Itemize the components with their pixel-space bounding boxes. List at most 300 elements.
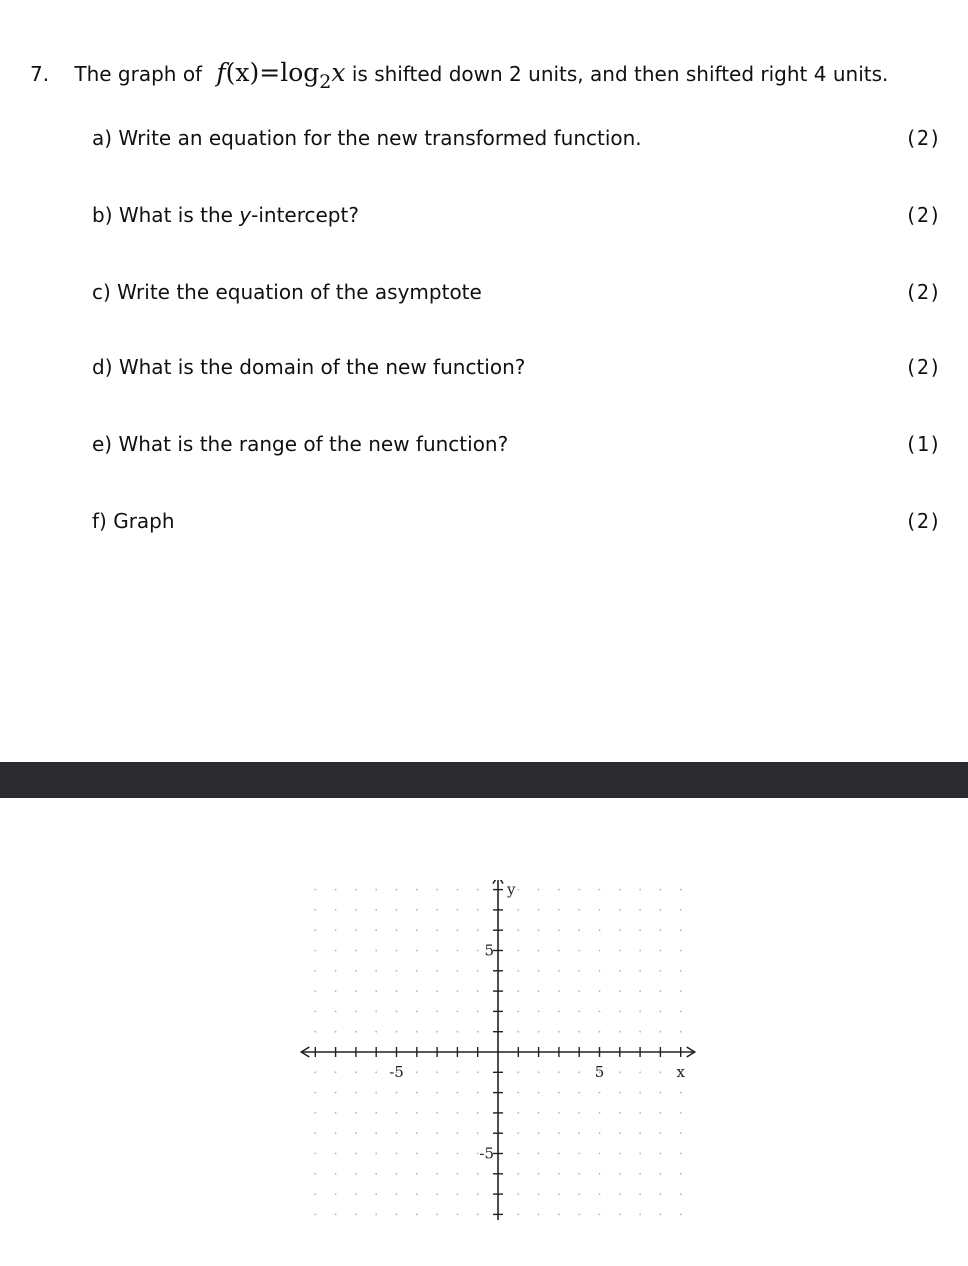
grid-dot bbox=[314, 990, 316, 992]
grid-dot bbox=[375, 909, 377, 911]
part-a-label: a) Write an equation for the new transformed function. bbox=[92, 126, 642, 150]
grid-dot bbox=[314, 929, 316, 931]
grid-dot bbox=[619, 1173, 621, 1175]
grid-dot bbox=[599, 1112, 601, 1114]
grid-dot bbox=[314, 950, 316, 952]
grid-dot bbox=[436, 1092, 438, 1094]
grid-dot bbox=[335, 1153, 337, 1155]
grid-dot bbox=[660, 950, 662, 952]
grid-dot bbox=[355, 909, 357, 911]
grid-dot bbox=[680, 1112, 682, 1114]
grid-dot bbox=[477, 990, 479, 992]
grid-dot bbox=[396, 990, 398, 992]
grid-dot bbox=[396, 950, 398, 952]
grid-dot bbox=[457, 1071, 459, 1073]
part-c-points: (2) bbox=[904, 280, 941, 304]
grid-dot bbox=[619, 1153, 621, 1155]
grid-dot bbox=[578, 1193, 580, 1195]
grid-dot bbox=[355, 929, 357, 931]
grid-dot bbox=[477, 1031, 479, 1033]
grid-dot bbox=[477, 1214, 479, 1216]
grid-dot bbox=[457, 1214, 459, 1216]
coordinate-grid bbox=[300, 880, 700, 1220]
grid-dot bbox=[335, 1011, 337, 1013]
grid-dot bbox=[538, 889, 540, 891]
grid-dot bbox=[436, 929, 438, 931]
grid-dot bbox=[416, 909, 418, 911]
grid-dot bbox=[639, 1112, 641, 1114]
grid-dot bbox=[619, 929, 621, 931]
grid-dot bbox=[457, 990, 459, 992]
y-tick-label-5: 5 bbox=[484, 941, 494, 960]
grid-dot bbox=[355, 1031, 357, 1033]
grid-dot bbox=[578, 1173, 580, 1175]
question-stem bbox=[30, 58, 889, 93]
y-axis-label: y bbox=[507, 880, 516, 899]
grid-dot bbox=[578, 1071, 580, 1073]
grid-dot bbox=[416, 1112, 418, 1114]
grid-dot bbox=[639, 1132, 641, 1134]
grid-dot bbox=[416, 1193, 418, 1195]
grid-dot bbox=[599, 1092, 601, 1094]
grid-dot bbox=[314, 889, 316, 891]
grid-dot bbox=[619, 990, 621, 992]
grid-dot bbox=[599, 950, 601, 952]
grid-dot bbox=[457, 1112, 459, 1114]
grid-dot bbox=[538, 1071, 540, 1073]
grid-dot bbox=[396, 1193, 398, 1195]
grid-dot bbox=[457, 1193, 459, 1195]
grid-dot bbox=[660, 889, 662, 891]
grid-dot bbox=[355, 1214, 357, 1216]
grid-dot bbox=[436, 1071, 438, 1073]
grid-dot bbox=[538, 1031, 540, 1033]
grid-dot bbox=[558, 889, 560, 891]
grid-dot bbox=[680, 909, 682, 911]
grid-dot bbox=[660, 1112, 662, 1114]
grid-dot bbox=[314, 1173, 316, 1175]
grid-dot bbox=[680, 889, 682, 891]
grid-dot bbox=[314, 909, 316, 911]
function-formula: $f(x)=\log_2x$ bbox=[216, 58, 346, 93]
grid-dot bbox=[314, 1011, 316, 1013]
grid-dot bbox=[375, 1011, 377, 1013]
grid-dot bbox=[538, 1173, 540, 1175]
grid-dot bbox=[314, 1193, 316, 1195]
grid-dot bbox=[416, 1153, 418, 1155]
grid-dot bbox=[558, 1092, 560, 1094]
grid-dot bbox=[538, 1132, 540, 1134]
grid-dot bbox=[680, 970, 682, 972]
grid-dot bbox=[680, 950, 682, 952]
grid-dot bbox=[680, 1193, 682, 1195]
grid-dot bbox=[375, 1092, 377, 1094]
x-tick-label-5: 5 bbox=[594, 1063, 605, 1081]
grid-dot bbox=[578, 1214, 580, 1216]
grid-dot bbox=[558, 909, 560, 911]
grid-dot bbox=[517, 970, 519, 972]
grid-dot bbox=[335, 950, 337, 952]
grid-dot bbox=[416, 1092, 418, 1094]
grid-dot bbox=[355, 1153, 357, 1155]
grid-dot bbox=[436, 1214, 438, 1216]
grid-dot bbox=[314, 1071, 316, 1073]
axes bbox=[301, 880, 694, 1220]
grid-dot bbox=[639, 1011, 641, 1013]
grid-dot bbox=[538, 1214, 540, 1216]
grid-dot bbox=[578, 1011, 580, 1013]
grid-dot bbox=[335, 990, 337, 992]
grid-dot bbox=[599, 1132, 601, 1134]
grid-dot bbox=[599, 929, 601, 931]
grid-dot bbox=[335, 1031, 337, 1033]
grid-dot bbox=[416, 1173, 418, 1175]
grid-dot bbox=[457, 1092, 459, 1094]
grid-dot bbox=[660, 1173, 662, 1175]
grid-dot bbox=[477, 970, 479, 972]
grid-dot bbox=[517, 929, 519, 931]
grid-dot bbox=[477, 1153, 479, 1155]
grid-dot bbox=[477, 1173, 479, 1175]
grid-dot bbox=[578, 990, 580, 992]
grid-dot bbox=[517, 889, 519, 891]
grid-dot bbox=[680, 1132, 682, 1134]
grid-dot bbox=[314, 1112, 316, 1114]
grid-dot bbox=[660, 929, 662, 931]
grid-dot bbox=[578, 929, 580, 931]
grid-dot bbox=[396, 1173, 398, 1175]
grid-dot bbox=[335, 889, 337, 891]
grid-dot bbox=[314, 1153, 316, 1155]
grid-dot bbox=[396, 1011, 398, 1013]
grid-dot bbox=[457, 1031, 459, 1033]
grid-dot bbox=[396, 1153, 398, 1155]
grid-dot bbox=[517, 1132, 519, 1134]
grid-dot bbox=[639, 929, 641, 931]
grid-dot bbox=[517, 1092, 519, 1094]
grid-dot bbox=[639, 1214, 641, 1216]
grid-dot bbox=[639, 1031, 641, 1033]
grid-dot bbox=[558, 990, 560, 992]
grid-dot bbox=[477, 1132, 479, 1134]
grid-dot bbox=[457, 929, 459, 931]
grid-dot bbox=[660, 1153, 662, 1155]
grid-dot bbox=[538, 929, 540, 931]
grid-dot bbox=[599, 1214, 601, 1216]
grid-dot bbox=[355, 1112, 357, 1114]
grid-dot bbox=[335, 1132, 337, 1134]
grid-dot bbox=[477, 1071, 479, 1073]
grid-dot bbox=[578, 1112, 580, 1114]
grid-dot bbox=[558, 1214, 560, 1216]
grid-dot bbox=[375, 1153, 377, 1155]
grid-dot bbox=[375, 929, 377, 931]
part-e-points: (1) bbox=[904, 432, 941, 456]
grid-dot bbox=[335, 1112, 337, 1114]
grid-dot bbox=[660, 990, 662, 992]
grid-dot bbox=[517, 1112, 519, 1114]
grid-dot bbox=[639, 909, 641, 911]
grid-dot bbox=[436, 1112, 438, 1114]
grid-dot bbox=[477, 1193, 479, 1195]
grid-dot bbox=[416, 990, 418, 992]
grid-dot bbox=[416, 1031, 418, 1033]
grid-dot bbox=[660, 1132, 662, 1134]
part-b-label: b) What is the y-intercept? bbox=[92, 203, 359, 227]
grid-dot bbox=[355, 1193, 357, 1195]
grid-dot bbox=[680, 990, 682, 992]
grid-dot bbox=[558, 970, 560, 972]
grid-dot bbox=[396, 1112, 398, 1114]
grid-dot bbox=[457, 1153, 459, 1155]
grid-dot bbox=[335, 1193, 337, 1195]
grid-dot bbox=[517, 1071, 519, 1073]
grid-dot bbox=[639, 1153, 641, 1155]
grid-dot bbox=[416, 1132, 418, 1134]
grid-dot bbox=[416, 889, 418, 891]
grid-dot bbox=[619, 889, 621, 891]
grid-dot bbox=[436, 1011, 438, 1013]
grid-dot bbox=[335, 1092, 337, 1094]
x-tick-label-neg5: -5 bbox=[389, 1063, 404, 1081]
part-c-label: c) Write the equation of the asymptote bbox=[92, 280, 482, 304]
dark-divider-bar bbox=[0, 762, 968, 798]
grid-dot bbox=[416, 1011, 418, 1013]
grid-dot bbox=[517, 1173, 519, 1175]
part-f-label: f) Graph bbox=[92, 509, 175, 533]
grid-dot bbox=[558, 950, 560, 952]
grid-dot bbox=[680, 1092, 682, 1094]
grid-dot bbox=[578, 909, 580, 911]
grid-dot bbox=[558, 1173, 560, 1175]
grid-dot bbox=[517, 1193, 519, 1195]
grid-dot bbox=[335, 1214, 337, 1216]
grid-dot bbox=[517, 1031, 519, 1033]
grid-dot bbox=[619, 909, 621, 911]
grid-dot bbox=[639, 1193, 641, 1195]
part-f-points: (2) bbox=[904, 509, 941, 533]
grid-dot bbox=[477, 909, 479, 911]
question-rest: is shifted down 2 units, and then shifted right 4 units. bbox=[351, 62, 889, 86]
grid-dot bbox=[639, 889, 641, 891]
grid-dot bbox=[436, 889, 438, 891]
grid-dot bbox=[355, 1173, 357, 1175]
grid-dot bbox=[375, 1173, 377, 1175]
grid-dot bbox=[599, 990, 601, 992]
grid-dot bbox=[436, 1132, 438, 1134]
grid-dot bbox=[335, 970, 337, 972]
grid-dot bbox=[619, 1112, 621, 1114]
grid-dot bbox=[660, 1031, 662, 1033]
grid-dot bbox=[375, 1112, 377, 1114]
grid-dot bbox=[558, 1132, 560, 1134]
grid-dot bbox=[355, 1132, 357, 1134]
part-e-label: e) What is the range of the new function? bbox=[92, 432, 509, 456]
grid-dot bbox=[619, 1193, 621, 1195]
grid-dot bbox=[436, 1193, 438, 1195]
grid-dot bbox=[639, 990, 641, 992]
grid-dot bbox=[578, 1132, 580, 1134]
grid-dot bbox=[355, 970, 357, 972]
grid-dot bbox=[375, 889, 377, 891]
grid-dot bbox=[578, 1092, 580, 1094]
grid-dot bbox=[416, 1214, 418, 1216]
grid-dot bbox=[416, 970, 418, 972]
grid-dot bbox=[436, 990, 438, 992]
grid-dot bbox=[396, 1092, 398, 1094]
grid-dot bbox=[375, 990, 377, 992]
grid-dot bbox=[375, 1132, 377, 1134]
y-tick-label-neg5: -5 bbox=[479, 1144, 494, 1163]
grid-dot bbox=[375, 970, 377, 972]
grid-dot bbox=[416, 950, 418, 952]
grid-dot bbox=[517, 990, 519, 992]
grid-dot bbox=[457, 1173, 459, 1175]
grid-dot bbox=[599, 1193, 601, 1195]
grid-dot bbox=[660, 909, 662, 911]
grid-dot bbox=[599, 970, 601, 972]
grid-dot bbox=[538, 1153, 540, 1155]
grid-dot bbox=[578, 889, 580, 891]
grid-dot bbox=[578, 950, 580, 952]
grid-dot bbox=[538, 909, 540, 911]
grid-dot bbox=[558, 1193, 560, 1195]
grid-dot bbox=[375, 1193, 377, 1195]
grid-dot bbox=[457, 889, 459, 891]
grid-dot bbox=[477, 929, 479, 931]
grid-dot bbox=[660, 970, 662, 972]
part-a-points: (2) bbox=[904, 126, 941, 150]
x-axis-label: x bbox=[676, 1063, 685, 1081]
grid-dot bbox=[457, 970, 459, 972]
grid-dot bbox=[477, 950, 479, 952]
grid-dot bbox=[436, 909, 438, 911]
grid-dot bbox=[558, 1153, 560, 1155]
grid-dot bbox=[599, 1031, 601, 1033]
grid-dot bbox=[477, 889, 479, 891]
grid-dot bbox=[396, 970, 398, 972]
grid-dot bbox=[375, 950, 377, 952]
grid-dot bbox=[396, 1132, 398, 1134]
grid-dot bbox=[355, 990, 357, 992]
grid-dot bbox=[375, 1071, 377, 1073]
grid-dot bbox=[355, 1011, 357, 1013]
part-b-points: (2) bbox=[904, 203, 941, 227]
grid-dot bbox=[314, 1132, 316, 1134]
grid-dot bbox=[477, 1092, 479, 1094]
grid-dot bbox=[558, 1011, 560, 1013]
grid-dot bbox=[355, 950, 357, 952]
grid-dot bbox=[578, 1153, 580, 1155]
grid-dot bbox=[639, 970, 641, 972]
grid-dot bbox=[355, 889, 357, 891]
grid-dot bbox=[477, 1011, 479, 1013]
grid-dot bbox=[335, 1071, 337, 1073]
grid-dot bbox=[335, 909, 337, 911]
grid-dot bbox=[517, 1011, 519, 1013]
grid-dot bbox=[396, 909, 398, 911]
grid-dot bbox=[517, 1153, 519, 1155]
grid-dot bbox=[619, 1011, 621, 1013]
grid-dot bbox=[538, 1112, 540, 1114]
grid-dot bbox=[457, 1011, 459, 1013]
grid-dot bbox=[619, 1132, 621, 1134]
grid-dot bbox=[639, 950, 641, 952]
grid-dot bbox=[396, 929, 398, 931]
grid-dot bbox=[335, 929, 337, 931]
grid-dot bbox=[355, 1071, 357, 1073]
grid-dot bbox=[558, 1031, 560, 1033]
grid-dot bbox=[558, 1071, 560, 1073]
grid-dot bbox=[660, 1214, 662, 1216]
grid-dot bbox=[396, 1214, 398, 1216]
grid-dot bbox=[599, 1153, 601, 1155]
grid-dot bbox=[396, 889, 398, 891]
grid-dot bbox=[457, 909, 459, 911]
question-intro: The graph of bbox=[74, 62, 203, 86]
grid-dot bbox=[599, 1173, 601, 1175]
grid-dot bbox=[680, 1214, 682, 1216]
grid-dot bbox=[375, 1214, 377, 1216]
grid-dot bbox=[578, 970, 580, 972]
grid-dot bbox=[314, 970, 316, 972]
grid-dot bbox=[660, 1071, 662, 1073]
grid-dot bbox=[660, 1011, 662, 1013]
question-number: 7. bbox=[30, 62, 50, 86]
grid-dot bbox=[436, 1173, 438, 1175]
grid-dot bbox=[599, 889, 601, 891]
grid-dot bbox=[538, 1193, 540, 1195]
grid-dot bbox=[457, 1132, 459, 1134]
grid-dot bbox=[436, 950, 438, 952]
grid-dot bbox=[680, 1173, 682, 1175]
grid-dot bbox=[375, 1031, 377, 1033]
grid-dot bbox=[619, 1092, 621, 1094]
grid-dot bbox=[578, 1031, 580, 1033]
grid-dot bbox=[619, 1214, 621, 1216]
part-d-points: (2) bbox=[904, 355, 941, 379]
grid-dot bbox=[680, 1031, 682, 1033]
grid-dot bbox=[314, 1092, 316, 1094]
grid-dot bbox=[538, 970, 540, 972]
grid-dot bbox=[558, 929, 560, 931]
grid-dot bbox=[599, 1011, 601, 1013]
grid-dot bbox=[660, 1193, 662, 1195]
part-d-label: d) What is the domain of the new function? bbox=[92, 355, 526, 379]
grid-dot bbox=[680, 1011, 682, 1013]
grid-dot bbox=[639, 1173, 641, 1175]
grid-dot bbox=[680, 1153, 682, 1155]
grid-dot bbox=[639, 1092, 641, 1094]
grid-dot bbox=[680, 929, 682, 931]
grid-dot bbox=[538, 1011, 540, 1013]
grid-dot bbox=[436, 970, 438, 972]
grid-dot bbox=[538, 950, 540, 952]
grid-dot bbox=[517, 909, 519, 911]
grid-dot bbox=[335, 1173, 337, 1175]
grid-dot bbox=[599, 909, 601, 911]
grid-dot bbox=[538, 1092, 540, 1094]
grid-dot bbox=[436, 1031, 438, 1033]
grid-dot bbox=[416, 929, 418, 931]
grid-dot bbox=[314, 1031, 316, 1033]
grid-dot bbox=[619, 1071, 621, 1073]
grid-dot bbox=[355, 1092, 357, 1094]
grid-dot bbox=[517, 950, 519, 952]
grid-dot bbox=[477, 1112, 479, 1114]
grid-dot bbox=[396, 1031, 398, 1033]
grid-dot bbox=[619, 970, 621, 972]
